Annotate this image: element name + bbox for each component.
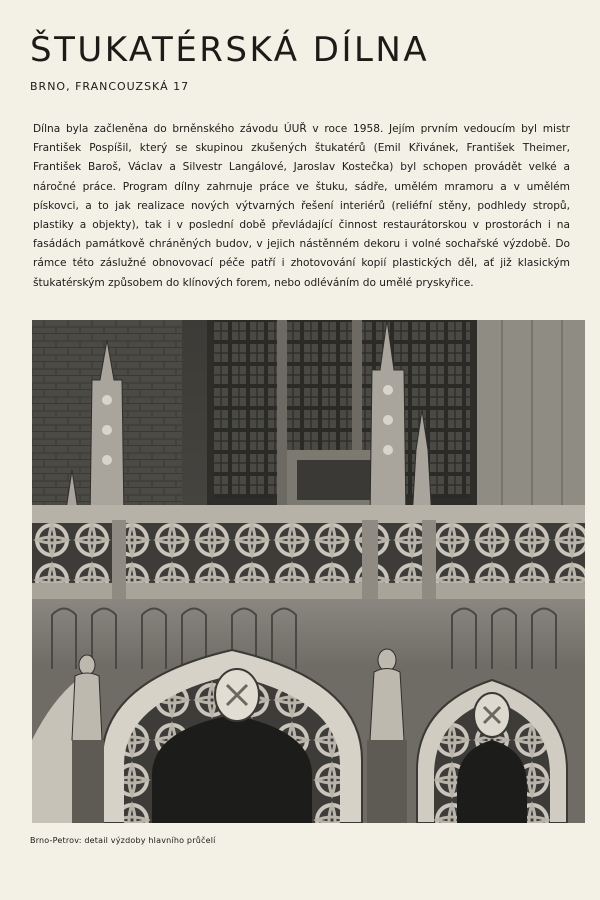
page-title: ŠTUKATÉRSKÁ DÍLNA <box>30 30 430 70</box>
article-body: Dílna byla začleněna do brněnského závodu ÚUŘ v roce 1958. Jejím prvním vedoucím byl mistr František Pospíšil, který se skupinou zkušených štukatérů (Emil Křivánek, František Theimer, František Baroš, Václav a Silvestr Langálové, Jaroslav Kostečka) byl schopen provádět velké a náročné práce. Program dílny zahrnuje práce ve štuku, sádře, umělém mramoru a v umělém pískovci, a to jak realizace nových výtvarných řešení interiérů (reliéfní stěny, podhledy stropů, plastiky a objekty), tak i v poslední době převládající činnost restaurátorskou v prostorách i na fasádách památkově chráněných budov, v jejich nástěnném dekoru i volné sochařské výzdobě. Do rámce této záslužné obnovovací péče patří i zhotovování kopií plastických děl, ať již klasickým štukatérským způsobem do klínových forem, nebo odléváním do umělé pryskyřice. <box>33 123 570 289</box>
page-subtitle: BRNO, FRANCOUZSKÁ 17 <box>30 80 190 93</box>
facade-photo <box>32 320 585 823</box>
photo-caption: Brno-Petrov: detail výzdoby hlavního průčelí <box>30 836 216 845</box>
